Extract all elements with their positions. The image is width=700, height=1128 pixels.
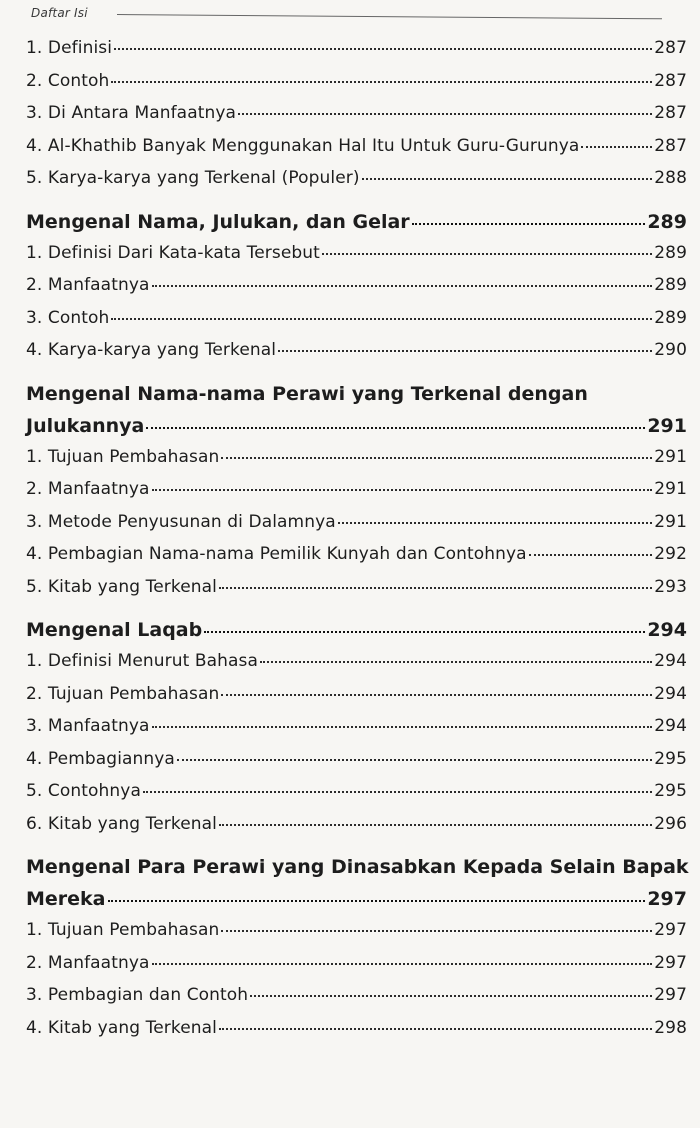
toc-entry-page: 298 (654, 1017, 687, 1038)
toc-entry (26, 544, 691, 577)
dot-leader (278, 350, 652, 352)
toc-entry (26, 985, 691, 1018)
toc-section-heading (26, 619, 691, 651)
toc-entry-label: 4. Kitab yang Terkenal (26, 1017, 217, 1038)
table-of-contents (26, 38, 691, 1050)
toc-section-page: 297 (647, 888, 687, 910)
dot-leader (322, 253, 652, 255)
toc-section-title: Julukannya (26, 414, 145, 437)
toc-entry-page: 293 (654, 576, 687, 597)
dot-leader (152, 489, 653, 491)
toc-entry-page: 289 (654, 275, 687, 295)
dot-leader (238, 113, 652, 115)
toc-entry (26, 577, 691, 610)
toc-entry-page: 288 (654, 168, 687, 188)
toc-entry-label: 6. Kitab yang Terkenal (26, 813, 217, 834)
toc-entry-page: 287 (654, 135, 687, 156)
toc-entry-label: 4. Pembagiannya (26, 748, 175, 769)
dot-leader (146, 427, 645, 429)
toc-entry-page: 291 (654, 479, 687, 499)
toc-section-heading (26, 888, 691, 920)
toc-section-title: Mereka (26, 888, 106, 910)
toc-entry-page: 292 (654, 544, 687, 564)
toc-section-title-line: Mengenal Para Perawi yang Dinasabkan Kepada Selain Bapak (26, 856, 689, 878)
toc-section-title: Mengenal Nama, Julukan, dan Gelar (26, 210, 410, 233)
toc-entry-label: 1. Tujuan Pembahasan (26, 920, 220, 940)
dot-leader (152, 726, 653, 728)
toc-entry-page: 291 (654, 446, 687, 467)
running-head: Daftar Isi (31, 6, 88, 20)
toc-entry-label: 2. Tujuan Pembahasan (26, 683, 220, 704)
dot-leader (143, 791, 652, 793)
toc-entry (26, 38, 691, 71)
dot-leader (250, 995, 652, 997)
toc-entry-label: 1. Definisi (26, 38, 113, 58)
toc-section-title: Mengenal Laqab (26, 619, 203, 641)
toc-entry (26, 243, 691, 276)
toc-entry-label: 2. Manfaatnya (26, 275, 150, 295)
toc-entry-label: 2. Manfaatnya (26, 952, 150, 973)
toc-entry (26, 340, 691, 373)
toc-entry (26, 953, 691, 986)
toc-entry-label: 5. Contohnya (26, 781, 141, 801)
toc-entry-page: 295 (654, 781, 687, 801)
toc-entry (26, 651, 691, 684)
toc-entry-label: 5. Karya-karya yang Terkenal (Populer) (26, 168, 360, 188)
toc-entry-label: 2. Manfaatnya (26, 479, 150, 499)
toc-entry (26, 479, 691, 512)
dot-leader (581, 146, 652, 148)
dot-leader (152, 963, 653, 965)
toc-entry-page: 294 (654, 651, 687, 671)
dot-leader (111, 81, 652, 83)
dot-leader (221, 694, 652, 696)
toc-entry-page: 291 (654, 511, 687, 532)
toc-entry-label: 1. Definisi Menurut Bahasa (26, 651, 259, 671)
toc-entry-page: 296 (654, 813, 687, 834)
toc-entry (26, 136, 691, 169)
toc-section-heading (26, 211, 691, 243)
dot-leader (221, 930, 652, 932)
toc-entry (26, 814, 691, 847)
dot-leader (219, 824, 652, 826)
toc-entry (26, 781, 691, 814)
toc-entry (26, 1018, 691, 1051)
dot-leader (204, 631, 645, 633)
dot-leader (108, 900, 646, 902)
dot-leader (338, 522, 652, 524)
toc-section-page: 291 (647, 414, 687, 437)
header-rule (117, 14, 662, 19)
dot-leader (260, 661, 652, 663)
toc-entry (26, 512, 691, 545)
toc-section-page: 294 (647, 619, 687, 641)
toc-entry (26, 103, 691, 136)
toc-entry-page: 297 (654, 920, 687, 940)
dot-leader (412, 223, 646, 225)
dot-leader (219, 587, 652, 589)
toc-entry-page: 287 (654, 103, 687, 123)
toc-entry-label: 1. Tujuan Pembahasan (26, 446, 220, 467)
toc-entry-label: 3. Contoh (26, 307, 110, 328)
toc-entry-label: 3. Manfaatnya (26, 716, 150, 736)
toc-entry (26, 716, 691, 749)
dot-leader (114, 48, 652, 50)
toc-entry (26, 168, 691, 201)
toc-entry-label: 4. Karya-karya yang Terkenal (26, 340, 277, 360)
toc-section-title-line: Mengenal Nama-nama Perawi yang Terkenal dengan (26, 382, 588, 405)
toc-entry-page: 294 (654, 683, 687, 704)
toc-entry-label: 1. Definisi Dari Kata-kata Tersebut (26, 242, 320, 263)
dot-leader (152, 285, 653, 287)
toc-entry-label: 2. Contoh (26, 70, 110, 91)
toc-entry (26, 275, 691, 308)
toc-entry (26, 920, 691, 953)
dot-leader (219, 1028, 652, 1030)
toc-entry-page: 297 (654, 952, 687, 973)
dot-leader (177, 759, 652, 761)
dot-leader (529, 554, 653, 556)
toc-entry (26, 749, 691, 782)
toc-entry-page: 289 (654, 242, 687, 263)
toc-entry-page: 287 (654, 70, 687, 91)
dot-leader (111, 318, 652, 320)
toc-entry (26, 308, 691, 341)
toc-entry-label: 3. Pembagian dan Contoh (26, 985, 249, 1005)
toc-entry (26, 684, 691, 717)
toc-entry-label: 3. Metode Penyusunan di Dalamnya (26, 511, 336, 532)
dot-leader (221, 457, 652, 459)
toc-entry-label: 5. Kitab yang Terkenal (26, 576, 217, 597)
toc-entry-label: 4. Al-Khathib Banyak Menggunakan Hal Itu Untuk Guru-Gurunya (26, 135, 580, 156)
toc-entry-label: 3. Di Antara Manfaatnya (26, 103, 237, 123)
toc-entry (26, 71, 691, 104)
toc-entry (26, 447, 691, 480)
toc-entry-page: 294 (654, 716, 687, 736)
toc-section-page: 289 (647, 210, 687, 233)
toc-entry-page: 297 (654, 985, 687, 1005)
toc-section-heading (26, 415, 691, 447)
toc-entry-page: 289 (654, 307, 687, 328)
toc-entry-label: 4. Pembagian Nama-nama Pemilik Kunyah dan Contohnya (26, 544, 527, 564)
toc-entry-page: 295 (654, 748, 687, 769)
dot-leader (362, 178, 653, 180)
toc-entry-page: 287 (654, 38, 687, 58)
toc-entry-page: 290 (654, 340, 687, 360)
